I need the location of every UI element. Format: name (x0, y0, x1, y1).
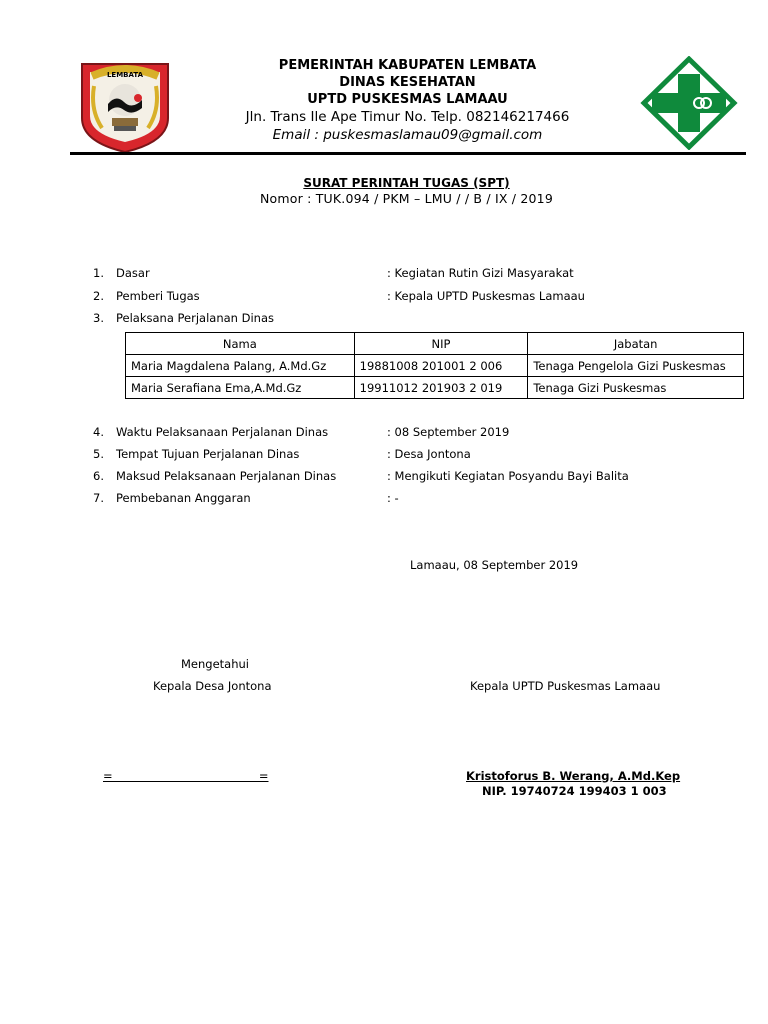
left-signer-name: = = (103, 769, 269, 783)
right-signer-title: Kepala UPTD Puskesmas Lamaau (470, 679, 661, 693)
table-cell-nama: Maria Serafiana Ema,A.Md.Gz (126, 377, 355, 399)
mengetahui-label: Mengetahui (181, 657, 249, 671)
logo-banner-text: LEMBATA (106, 71, 144, 79)
item-number: 1. (93, 266, 104, 280)
table-header-jabatan: Jabatan (528, 333, 744, 355)
puskesmas-logo (640, 56, 738, 150)
item-number: 3. (93, 311, 104, 325)
table-header-nip: NIP (354, 333, 528, 355)
table-header-nama: Nama (126, 333, 355, 355)
item-value-pemberi-tugas: : Kepala UPTD Puskesmas Lamaau (387, 289, 585, 303)
item-number: 4. (93, 425, 104, 439)
item-label-tempat: Tempat Tujuan Perjalanan Dinas (116, 447, 300, 461)
document-title: SURAT PERINTAH TUGAS (SPT) (303, 176, 510, 190)
item-number: 6. (93, 469, 104, 483)
item-label-pelaksana: Pelaksana Perjalanan Dinas (116, 311, 275, 325)
header-address: Jln. Trans Ile Ape Timur No. Telp. 082146217466 (245, 109, 570, 125)
document-number: Nomor : TUK.094 / PKM – LMU / / B / IX / 2019 (259, 191, 553, 206)
header-divider (70, 152, 746, 155)
item-value-dasar: : Kegiatan Rutin Gizi Masyarakat (387, 266, 574, 280)
table-header-row (126, 333, 744, 355)
item-label-pemberi-tugas: Pemberi Tugas (116, 289, 200, 303)
item-value-tempat: : Desa Jontona (387, 447, 471, 461)
pelaksana-table (125, 332, 744, 399)
table-cell-nip: 19881008 201001 2 006 (354, 355, 528, 377)
table-row (126, 355, 744, 377)
table-cell-nip: 19911012 201903 2 019 (354, 377, 528, 399)
left-signer-title: Kepala Desa Jontona (153, 679, 272, 693)
table-cell-jabatan: Tenaga Gizi Puskesmas (528, 377, 744, 399)
item-label-dasar: Dasar (116, 266, 150, 280)
item-value-maksud: : Mengikuti Kegiatan Posyandu Bayi Balita (387, 469, 629, 483)
item-label-anggaran: Pembebanan Anggaran (116, 491, 251, 505)
right-signer-nip: NIP. 19740724 199403 1 003 (482, 784, 667, 798)
right-signer-name: Kristoforus B. Werang, A.Md.Kep (466, 769, 681, 783)
place-date: Lamaau, 08 September 2019 (410, 558, 579, 572)
table-cell-jabatan: Tenaga Pengelola Gizi Puskesmas (528, 355, 744, 377)
item-value-waktu: : 08 September 2019 (387, 425, 510, 439)
table-row (126, 377, 744, 399)
item-number: 5. (93, 447, 104, 461)
item-label-maksud: Maksud Pelaksanaan Perjalanan Dinas (116, 469, 337, 483)
item-label-waktu: Waktu Pelaksanaan Perjalanan Dinas (116, 425, 329, 439)
header-line-government: PEMERINTAH KABUPATEN LEMBATA (278, 58, 537, 73)
lembata-emblem-logo (76, 60, 174, 154)
header-email: Email : puskesmaslamau09@gmail.com (272, 127, 543, 143)
item-number: 7. (93, 491, 104, 505)
table-cell-nama: Maria Magdalena Palang, A.Md.Gz (126, 355, 355, 377)
header-line-unit: UPTD PUSKESMAS LAMAAU (307, 92, 508, 107)
header-line-office: DINAS KESEHATAN (339, 75, 476, 90)
item-number: 2. (93, 289, 104, 303)
item-value-anggaran: : - (387, 491, 399, 505)
